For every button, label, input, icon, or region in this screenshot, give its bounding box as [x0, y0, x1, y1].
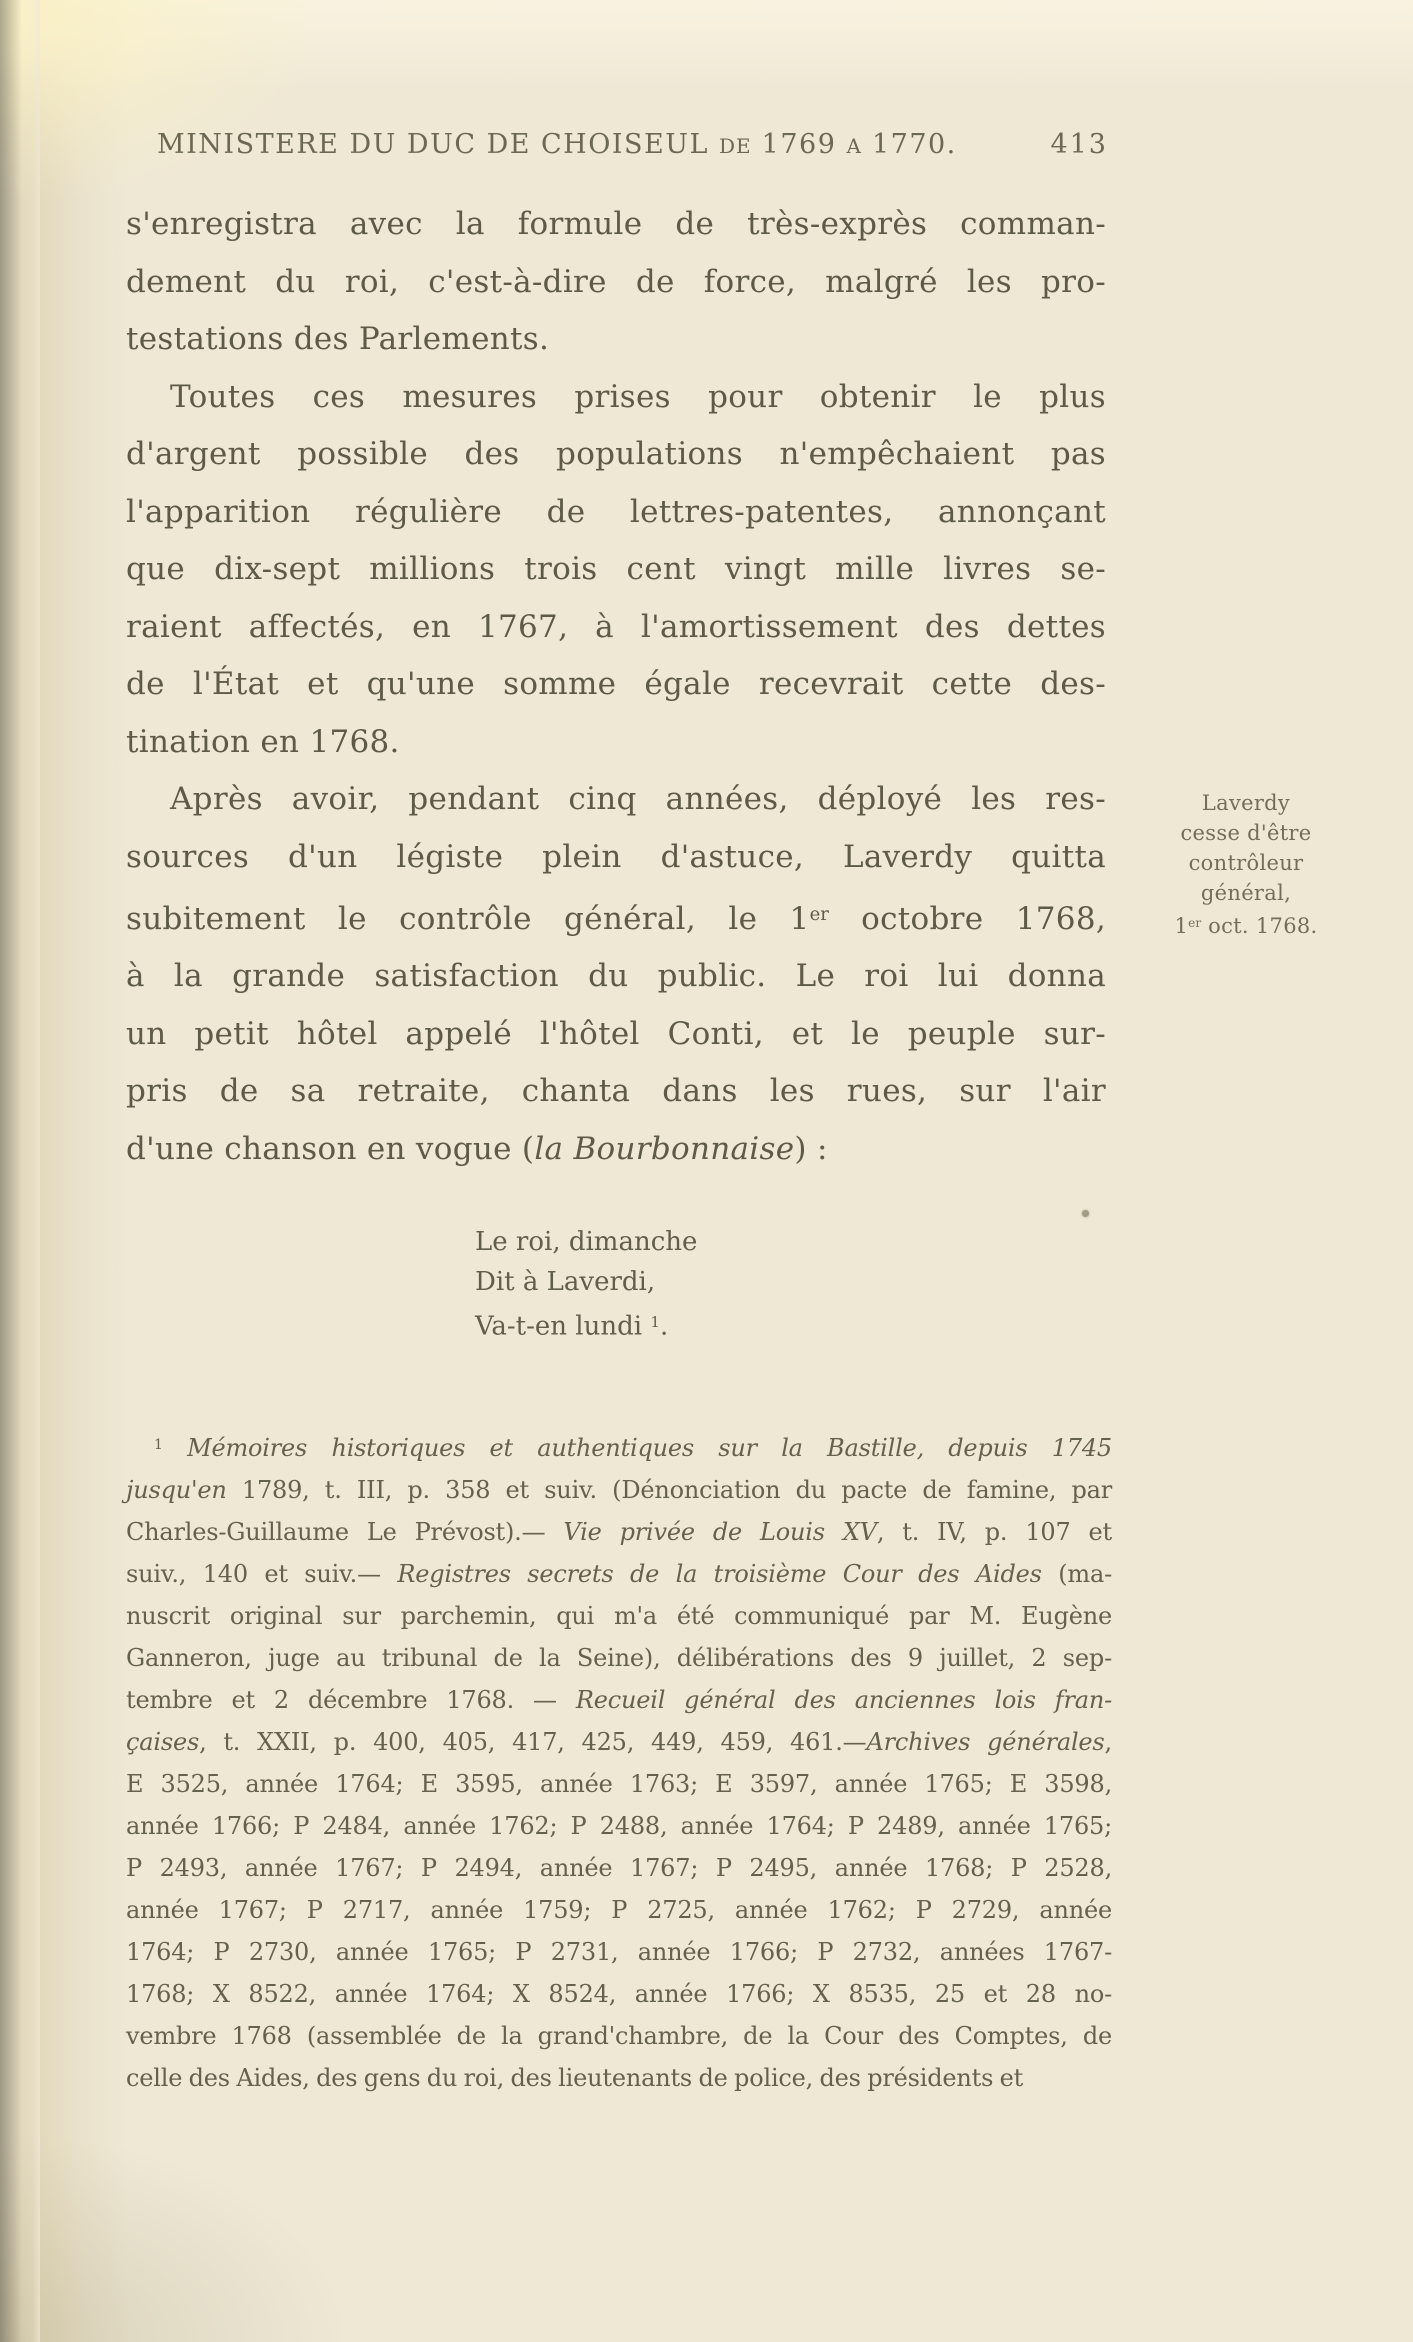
- text-segment: ) :: [794, 1130, 828, 1167]
- text-line: [126, 196, 1106, 254]
- text-segment: nuscrit original sur parchemin, qui m'a été communiqué par M. Eugène: [126, 1601, 1112, 1630]
- header-connector-a: A: [846, 134, 862, 158]
- text-segment: E 3525, année 1764; E 3595, année 1763; E 3597, année 1765; E 3598,: [126, 1769, 1112, 1798]
- text-segment: pris de sa retraite, chanta dans les rues, sur l'air: [126, 1073, 1106, 1110]
- text-line: [126, 771, 1106, 829]
- text-line: [126, 254, 1106, 312]
- text-segment: jusqu'en: [126, 1475, 227, 1504]
- text-line: [126, 829, 1106, 887]
- text-segment: (ma-: [1041, 1559, 1113, 1588]
- text-segment: raient affectés, en 1767, à l'amortissement des dettes: [126, 608, 1106, 645]
- text-line: [126, 1973, 1112, 2015]
- text-segment: Recueil général des anciennes lois fran-: [575, 1685, 1112, 1714]
- text-segment: testations des Parlements.: [126, 321, 550, 357]
- text-segment: d'une chanson en vogue (: [126, 1130, 535, 1167]
- text-line: [126, 484, 1106, 542]
- text-line: [126, 426, 1106, 484]
- text-line: [126, 1511, 1112, 1553]
- text-segment: Toutes ces mesures prises pour obtenir le plus: [170, 378, 1106, 415]
- margin-note: [1150, 788, 1342, 941]
- text-line: [126, 1889, 1112, 1931]
- text-segment: subitement le contrôle général, le 1: [126, 900, 810, 937]
- text-segment: Ganneron, juge au tribunal de la Seine), délibérations des 9 juillet, 2 sep-: [126, 1643, 1112, 1672]
- text-segment: s'enregistra avec la formule de très-exprès comman-: [126, 206, 1106, 242]
- page-number: 413: [1050, 129, 1108, 160]
- song-verse: [475, 1222, 895, 1347]
- text-line: [126, 1679, 1112, 1721]
- text-segment: .: [659, 1311, 669, 1342]
- text-line: [126, 369, 1106, 427]
- text-line: [126, 886, 1106, 948]
- text-segment: tembre et 2 décembre 1768. —: [126, 1685, 576, 1714]
- text-line: [1150, 848, 1342, 878]
- text-line: [126, 1469, 1112, 1511]
- paragraph: [126, 369, 1106, 772]
- text-line: [126, 656, 1106, 714]
- paragraph: [126, 771, 1106, 1178]
- text-segment: Vie privée de Louis XV: [563, 1517, 877, 1546]
- text-segment: 1768; X 8522, année 1764; X 8524, année 1766; X 8535, 25 et 28 no-: [126, 1979, 1112, 2008]
- text-segment: vembre 1768 (assemblée de la grand'chambre, de la Cour des Comptes, de: [126, 2021, 1112, 2050]
- text-line: [126, 1424, 1112, 1469]
- text-segment: Dit à Laverdi,: [475, 1267, 656, 1297]
- superscript: 1: [154, 1437, 163, 1453]
- text-segment: général,: [1200, 881, 1292, 905]
- text-segment: la Bourbonnaise: [534, 1130, 795, 1167]
- text-segment: celle des Aides, des gens du roi, des lieutenants de police, des présidents et: [126, 2063, 1024, 2092]
- running-header-title: [157, 128, 957, 163]
- superscript: er: [809, 904, 829, 925]
- text-line: [1150, 818, 1342, 848]
- text-line: [126, 2015, 1112, 2057]
- text-line: [126, 1721, 1112, 1763]
- text-segment: dement du roi, c'est-à-dire de force, malgré les pro-: [126, 263, 1106, 300]
- text-line: [126, 1006, 1106, 1064]
- text-segment: Va-t-en lundi: [475, 1311, 651, 1342]
- text-line: [126, 2057, 1112, 2099]
- text-segment: suiv., 140 et suiv.—: [126, 1559, 398, 1588]
- text-line: [126, 1595, 1112, 1637]
- text-segment: de l'État et qu'une somme égale recevrait cette des-: [126, 666, 1106, 702]
- text-line: [126, 1063, 1106, 1121]
- text-segment: année 1766; P 2484, année 1762; P 2488, année 1764; P 2489, année 1765;: [126, 1811, 1112, 1840]
- text-segment: sources d'un légiste plein d'astuce, Laverdy quitta: [126, 838, 1106, 875]
- text-line: [126, 541, 1106, 599]
- text-line: [475, 1262, 895, 1302]
- book-gutter-shadow: [0, 0, 40, 2342]
- paragraph: [126, 196, 1106, 369]
- main-text-column: [126, 196, 1106, 1178]
- footnote: [126, 1424, 1112, 2099]
- text-line: [126, 1805, 1112, 1847]
- text-segment: contrôleur: [1188, 851, 1304, 875]
- text-segment: Laverdy: [1201, 791, 1291, 815]
- text-segment: , t. IV, p. 107 et: [876, 1517, 1112, 1546]
- text-segment: 1789, t. III, p. 358 et suiv. (Dénonciation du pacte de famine, par: [226, 1475, 1112, 1504]
- text-segment: P 2493, année 1767; P 2494, année 1767; P 2495, année 1768; P 2528,: [126, 1853, 1112, 1882]
- text-line: [475, 1222, 895, 1262]
- running-header: [126, 128, 1108, 168]
- text-line: [1150, 878, 1342, 908]
- text-segment: tination en 1768.: [126, 723, 400, 760]
- text-line: [126, 599, 1106, 657]
- text-segment: Charles-Guillaume Le Prévost).—: [126, 1517, 564, 1546]
- text-segment: çaises: [126, 1727, 200, 1756]
- superscript: 1: [650, 1313, 660, 1331]
- text-line: [126, 714, 1106, 772]
- text-segment: oct. 1768.: [1201, 914, 1318, 939]
- header-connector-de: DE: [718, 134, 752, 158]
- text-segment: un petit hôtel appelé l'hôtel Conti, et le peuple sur-: [126, 1015, 1106, 1052]
- text-line: [126, 1553, 1112, 1595]
- text-segment: l'apparition régulière de lettres-patentes, annonçant: [126, 493, 1106, 530]
- text-segment: Archives générales: [866, 1727, 1105, 1756]
- text-segment: Registres secrets de la troisième Cour des Aides: [397, 1559, 1042, 1588]
- text-segment: que dix-sept millions trois cent vingt mille livres se-: [126, 551, 1106, 587]
- text-segment: ,: [1104, 1727, 1112, 1756]
- text-segment: d'argent possible des populations n'empêchaient pas: [126, 436, 1106, 472]
- text-line: [126, 311, 1106, 369]
- text-segment: 1764; P 2730, année 1765; P 2731, année 1766; P 2732, années 1767-: [126, 1937, 1112, 1966]
- text-segment: année 1767; P 2717, année 1759; P 2725, année 1762; P 2729, année: [126, 1895, 1112, 1924]
- text-segment: , t. XXII, p. 400, 405, 417, 425, 449, 459, 461.—: [199, 1727, 867, 1756]
- text-line: [1150, 788, 1342, 818]
- text-segment: Après avoir, pendant cinq années, déployé les res-: [170, 781, 1106, 817]
- header-year-from: 1769: [751, 129, 847, 160]
- text-line: [126, 1763, 1112, 1805]
- header-title-main: MINISTERE DU DUC DE CHOISEUL: [157, 129, 719, 160]
- header-year-to: 1770.: [861, 129, 957, 160]
- ink-speck: [1082, 1210, 1089, 1217]
- text-line: [475, 1302, 895, 1347]
- text-line: [126, 948, 1106, 1006]
- text-line: [126, 1931, 1112, 1973]
- text-segment: Mémoires historiques et authentiques sur la Bastille, depuis 1745: [187, 1433, 1112, 1462]
- text-segment: [163, 1434, 187, 1462]
- text-line: [1150, 908, 1342, 941]
- text-segment: 1: [1174, 914, 1189, 939]
- text-line: [126, 1121, 1106, 1179]
- text-segment: à la grande satisfaction du public. Le roi lui donna: [126, 958, 1106, 995]
- text-line: [126, 1637, 1112, 1679]
- text-segment: Le roi, dimanche: [475, 1227, 698, 1257]
- text-segment: octobre 1768,: [828, 900, 1106, 937]
- text-line: [126, 1847, 1112, 1889]
- superscript: er: [1188, 916, 1202, 930]
- text-segment: cesse d'être: [1180, 821, 1312, 845]
